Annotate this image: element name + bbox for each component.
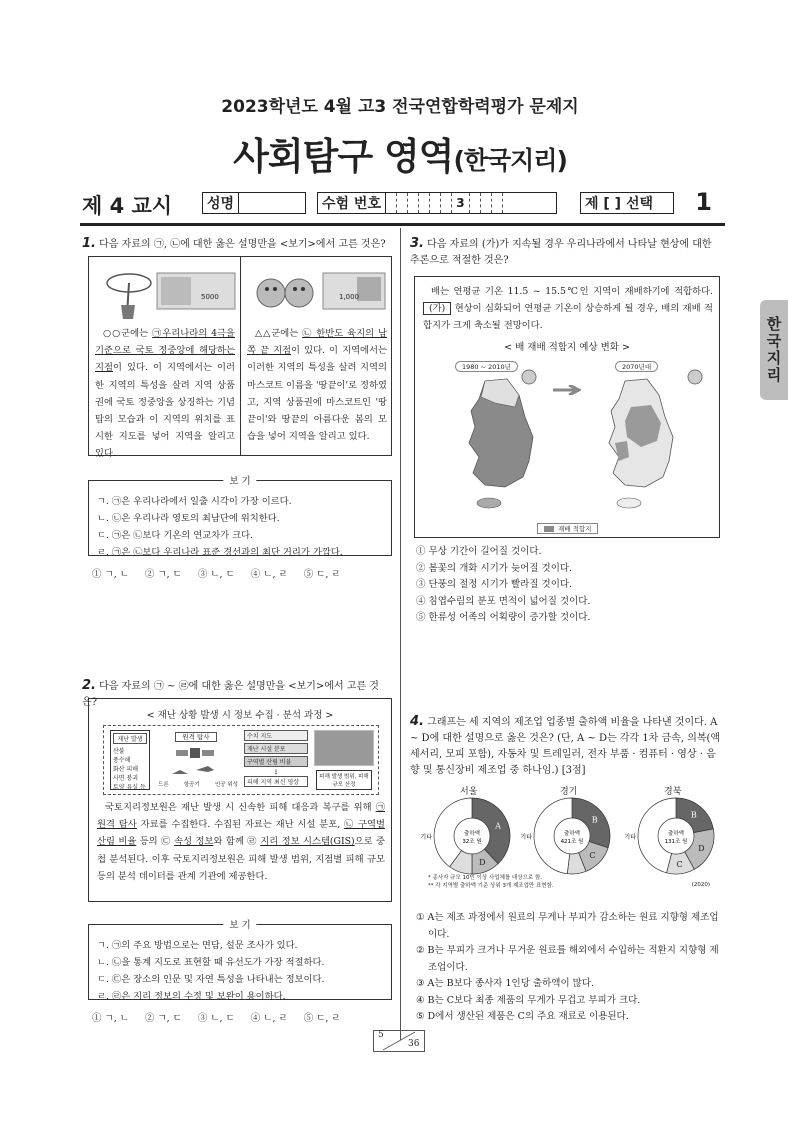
q3-option-1[interactable]: ① 무상 기간이 길어질 것이다. [416, 546, 542, 557]
digit-cell-filled: 3 [452, 193, 470, 213]
name-box [202, 192, 306, 214]
q2-remote-label: 원격 탐사 [156, 732, 236, 741]
q1-left-text [95, 325, 235, 463]
q1-bogi-item: ㄱ. ㉠은 우리나라에서 일출 시각이 가장 이르다. [97, 496, 292, 507]
q2-disaster-box [110, 730, 150, 790]
q1-stamp-right: 1,000 [339, 293, 360, 301]
q4-region-gyeongbuk: 경북 [664, 787, 682, 797]
q1-choice-3[interactable]: ③ ㄴ, ㄷ [197, 569, 235, 580]
pie-etc-label: 기타 [420, 834, 432, 841]
q2-bogi-item: ㄷ. ㉢은 장소의 인문 및 자연 특성을 나타내는 정보이다. [97, 974, 325, 985]
q2-choice-5[interactable]: ⑤ ㄷ, ㄹ [303, 1013, 341, 1024]
digit-cell [441, 193, 452, 213]
info-row [82, 190, 722, 216]
q2-disaster-item: 풍수해 [113, 757, 131, 764]
q1-left-text-post: 이 있다. 이 지역에서는 이러한 지역의 특성을 살려 지역 상품권에 국토 정중앙을 상징하는 기념탑의 모습과 이 지역의 위치를 표시한 지도를 넣어 지역을 알리고 있다. [95, 362, 235, 460]
q2-choice-4[interactable]: ④ ㄴ, ㄹ [250, 1013, 288, 1024]
digit-cell [386, 193, 397, 213]
digit-cell [419, 193, 430, 213]
q3-legend-swatch [544, 526, 554, 532]
pie-center-label: 출하액 [668, 831, 684, 837]
q1-choice-5[interactable]: ⑤ ㄷ, ㄹ [303, 569, 341, 580]
q2-para-seg: 와 함께 ㉣ [213, 836, 261, 848]
q4-option-5[interactable]: ⑤ D에서 생산된 제품은 C의 주요 재료로 이용된다. [416, 1011, 629, 1022]
q2-bogi-item: ㄹ. ㉣은 지리 정보의 수정 및 보완이 용이하다. [97, 991, 286, 1002]
q4-option-4[interactable]: ④ B는 C보다 최종 제품의 무게가 무겁고 부피가 크다. [416, 994, 641, 1006]
q1-bogi-item: ㄹ. ㉠은 ㉡보다 우리나라 표준 경선과의 최단 거리가 가깝다. [97, 547, 343, 558]
q3-option-2[interactable]: ② 봄꽃의 개화 시기가 늦어질 것이다. [416, 562, 573, 574]
q3-box-text [423, 283, 713, 335]
q2-para-seg: ㉠ 원격 탐사 [97, 802, 385, 831]
q1-right-illustration [249, 265, 389, 325]
q2-diagram [103, 725, 379, 795]
q2-disaster-label: 재난 발생 [113, 733, 147, 744]
digit-cell [397, 193, 408, 213]
q2-para-seg: 등의 ㉢ [136, 836, 175, 848]
q3-legend [537, 523, 598, 534]
column-divider [400, 228, 401, 1040]
pie-slice-label: C [676, 859, 683, 869]
q1-number: 1. [82, 236, 96, 251]
pie-center-label: 출하액 [564, 831, 580, 837]
footer-page: 5 [378, 1030, 384, 1040]
header-rule [80, 223, 725, 226]
pie-etc-label: 기타 [624, 834, 636, 841]
pie-center-label: 32조 원 [462, 839, 482, 845]
digit-cell [492, 193, 503, 213]
pie-center-label: 출하액 [464, 831, 480, 837]
q1-stamp-left: 5000 [201, 293, 219, 301]
q1-choice-2[interactable]: ② ㄱ, ㄷ [144, 569, 182, 580]
digit-cell [470, 193, 481, 213]
pie-slice-label: B [690, 810, 697, 820]
q3-map-2070 [585, 377, 695, 517]
name-label: 성명 [203, 193, 239, 213]
pie-slice-label: D [698, 843, 705, 853]
exam-title-sub: (한국지리) [453, 146, 567, 175]
q2-bogi-box [88, 920, 392, 1002]
q4-pie-charts [420, 794, 720, 880]
q3-option-3[interactable]: ③ 단풍의 절정 시기가 빨라질 것이다. [416, 579, 573, 590]
digit-cell [481, 193, 492, 213]
q4-chart-area [420, 784, 720, 908]
q1-choice-1[interactable]: ① ㄱ, ㄴ [92, 569, 129, 580]
q3-legend-label: 재배 적합지 [558, 525, 592, 533]
q3-stem [410, 236, 722, 269]
q3-number: 3. [410, 236, 424, 251]
q2-stem-text: 다음 자료의 ㉠ ~ ㉣에 대한 옳은 설명만을 <보기>에서 고른 것은? [82, 681, 379, 708]
q2-para-seg: ㉡ 구역별 산림 비율 [97, 819, 385, 848]
digit-cell [430, 193, 441, 213]
q3-map-1980 [445, 377, 555, 517]
pie-etc-label: 기타 [520, 834, 532, 841]
footer-total: 36 [408, 1039, 420, 1049]
q1-right-text [247, 325, 387, 445]
q2-layers: 수치 지도 재난 시설 분포 구역별 산림 비율 ⋮ 피해 지역 최신 영상 [244, 730, 308, 787]
q2-disaster-item: 화산 피해 [113, 766, 139, 773]
q2-material-box [88, 698, 392, 902]
q3-map-title: < 배 재배 적합지 예상 변화 > [504, 342, 630, 353]
q1-choices [92, 566, 341, 580]
subject-side-tab: 한국지리 [760, 300, 788, 400]
pie-center-label: 421조 원 [560, 839, 584, 845]
q4-stem-text: 그래프는 세 지역의 제조업 업종별 출하액 비율을 나타낸 것이다. A ~ D에 대한 설명으로 옳은 것은? (단, A ~ D는 각각 1차 금속, 의복(액세서리, 모피 포함), 자동차 및 트레일러, 전자 부품 · 컴퓨터 · 영상 · 음향 및 통신장비 제조업 중 하나임.) [3점] [410, 717, 721, 776]
q2-para-seg: 으로 중첩 분석된다. 이후 국토지리정보원은 피해 발생 범위, 지점별 피해 규모 등의 분석 데이터를 관계 기관에 제공한다. [97, 836, 385, 882]
q4-option-2[interactable]: ② B는 부피가 크거나 무거운 원료를 해외에서 수입하는 적환지 지향형 제조업이다. [416, 945, 719, 973]
q4-option-3[interactable]: ③ A는 B보다 종사자 1인당 출하액이 많다. [416, 978, 595, 989]
exam-subtitle: 2023학년도 4월 고3 전국연합학력평가 문제지 [221, 97, 579, 117]
q3-option-5[interactable]: ⑤ 한류성 어족의 어획량이 증가할 것이다. [416, 612, 591, 623]
q2-bogi-title: 보 기 [223, 917, 256, 934]
q2-para-seg: 자료를 수집한다. 수집된 자료는 재난 시설 분포, [136, 819, 345, 831]
q4-footnotes [428, 874, 728, 890]
q1-bogi-item: ㄴ. ㉡은 우리나라 영토의 최남단에 위치한다. [97, 513, 280, 524]
q2-choice-2[interactable]: ② ㄱ, ㄷ [144, 1013, 182, 1024]
pie-slice-label: B [591, 815, 598, 825]
exam-number-label: 수험 번호 [318, 193, 386, 213]
q2-result-label: 피해 발생 범위, 피해 규모 산정 [316, 770, 372, 790]
q3-option-4[interactable]: ④ 침엽수림의 분포 면적이 넓어질 것이다. [416, 595, 591, 607]
select-box: 제 [ ] 선택 [580, 192, 674, 214]
q2-choices [92, 1010, 341, 1024]
q3-map-left-label: 1980 ~ 2010년 [455, 361, 518, 372]
q4-stem [410, 714, 722, 779]
q3-ga-box: (가) [423, 302, 451, 315]
q2-para-seg: 속성 정보 [174, 836, 214, 848]
q4-footnote-1: * 종사자 규모 10인 이상 사업체를 대상으로 함. [428, 875, 543, 881]
q4-options [416, 910, 722, 1026]
q2-disaster-item: 산불 [113, 748, 125, 755]
q2-para-seg: 국토지리정보원은 재난 발생 시 신속한 피해 대응과 복구를 위해 [105, 802, 376, 813]
exam-number-box [317, 192, 557, 214]
q2-satellite-image [314, 730, 374, 766]
q2-choice-1[interactable]: ① ㄱ, ㄴ [92, 1013, 129, 1024]
digit-cell [503, 193, 514, 213]
q3-stem-text: 다음 자료의 (가)가 지속될 경우 우리나라에서 나타날 현상에 대한 추론으로 적절한 것은? [410, 239, 712, 266]
exam-title [0, 126, 800, 180]
q2-box-title: < 재난 상황 발생 시 정보 수집 · 분석 과정 > [146, 710, 334, 721]
q1-bogi-box [88, 476, 392, 558]
q1-bogi-title: 보 기 [223, 473, 256, 490]
q4-option-1[interactable]: ① A는 제조 과정에서 원료의 무게나 부피가 감소하는 원료 지향형 제조업이다. [416, 912, 719, 940]
q2-paragraph [97, 799, 385, 885]
q1-stem-text: 다음 자료의 ㉠, ㉡에 대한 옳은 설명만을 <보기>에서 고른 것은? [99, 239, 386, 250]
q4-region-seoul: 서울 [460, 787, 478, 797]
q2-satellite-icon [162, 744, 232, 780]
q3-box-text-pre: 배는 연평균 기온 11.5 ~ 15.5℃인 지역이 재배하기에 적합하다. [431, 286, 713, 297]
q2-remote-sub: 드론 항공기 인공 위성 [158, 782, 238, 788]
pie-slice-label: C [589, 851, 596, 861]
pie-slice-label: A [495, 821, 501, 831]
pie-slice-label: D [479, 858, 486, 868]
q2-para-seg: 지리 정보 시스템(GIS) [260, 836, 355, 848]
exam-number-field[interactable] [386, 193, 514, 213]
q1-right-text-post: 이 있다. 이 지역에서는 이러한 지역의 특성을 살려 지역의 마스코트 이름을 '땅끝이'로 정하였고, 지역 상품권에 마스코트인 '땅끝이'와 땅끝의 아름다운 봄의 모습을 넣어 지역을 알리고 있다. [247, 345, 387, 443]
q4-region-gyeonggi: 경기 [560, 787, 578, 797]
q3-map-right-label: 2070년대 [615, 361, 658, 372]
q4-footnote-2: ** 각 지역별 출하액 기준 상위 3개 제조업만 표현함. [428, 883, 554, 889]
q1-bogi-item: ㄷ. ㉠은 ㉡보다 기온의 연교차가 크다. [97, 530, 254, 541]
q3-options [416, 544, 722, 627]
q2-disaster-item: 사면 붕괴 [113, 775, 139, 782]
page-number: 1 [695, 188, 712, 216]
q1-choice-4[interactable]: ④ ㄴ, ㄹ [250, 569, 288, 580]
q1-right-text-pre: △△군에는 [255, 328, 303, 339]
pie-center-label: 131조 원 [664, 839, 688, 845]
q1-material-box [88, 256, 392, 460]
q4-year: (2020) [691, 882, 710, 888]
q2-disaster-item: 토양 유실 등 [113, 784, 146, 791]
q2-bogi-item: ㄴ. ㉡을 통계 지도로 표현할 때 유선도가 가장 적절하다. [97, 957, 325, 968]
q4-number: 4. [410, 714, 424, 729]
period-label: 제 4 교시 [82, 194, 173, 218]
q2-bogi-item: ㄱ. ㉠의 주요 방법으로는 면담, 설문 조사가 있다. [97, 940, 298, 951]
q1-right-text-underline: ㉡ 한반도 육지의 남쪽 끝 지점 [247, 328, 388, 357]
q2-number: 2. [82, 678, 96, 693]
q1-left-text-pre: ○○군에는 [103, 328, 153, 339]
exam-title-main: 사회탐구 영역 [233, 135, 454, 178]
q3-box-text-post: 현상이 심화되어 연평균 기온이 상승하게 될 경우, 배의 재배 적합지가 크게 축소될 전망이다. [423, 303, 713, 332]
q1-left-text-underline: ㉠우리나라의 4극을 기준으로 국토 정중앙에 해당하는 지점 [95, 328, 235, 374]
q2-choice-3[interactable]: ③ ㄴ, ㄷ [197, 1013, 235, 1024]
q3-arrow [553, 385, 581, 395]
q1-stem [82, 236, 392, 253]
q3-material-box [414, 276, 720, 538]
digit-cell [408, 193, 419, 213]
